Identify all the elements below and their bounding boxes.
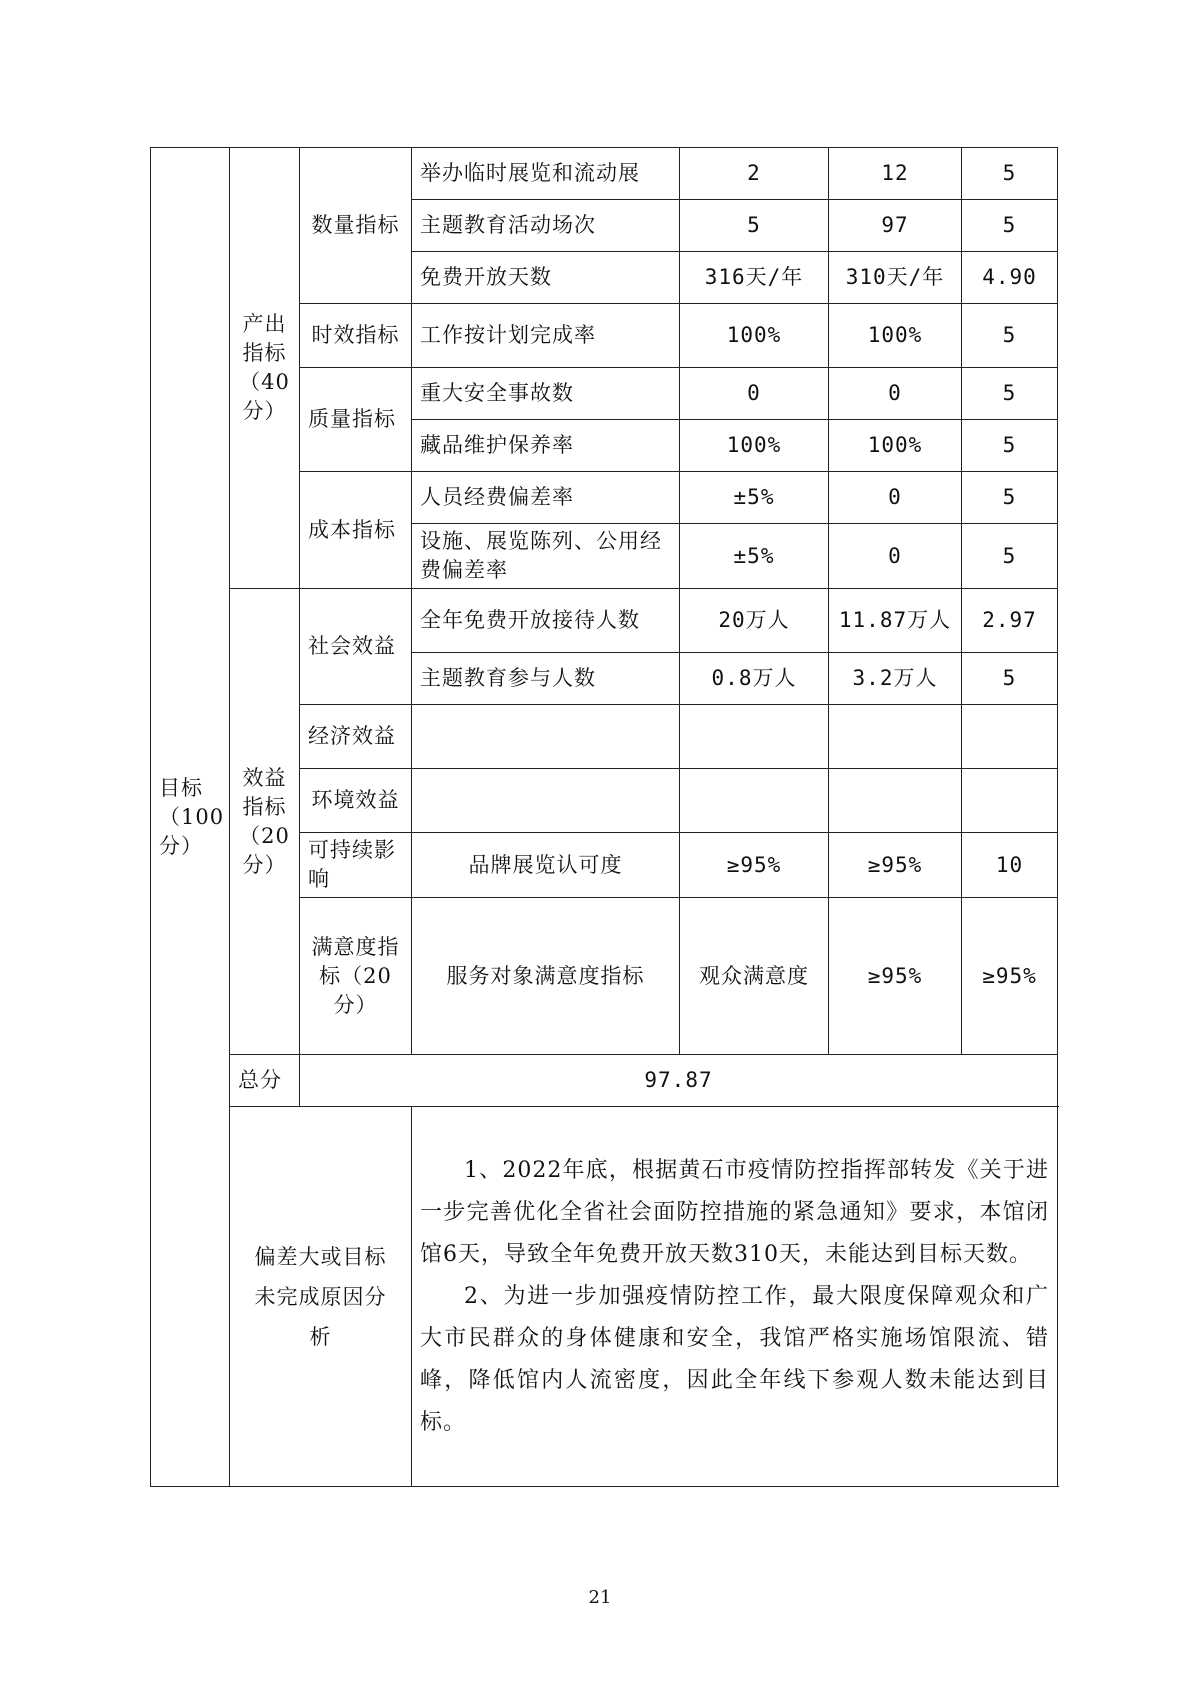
- table-row: [151, 1055, 1058, 1107]
- row-target: 100%: [680, 304, 829, 368]
- cost-indicator-label: 成本指标: [300, 472, 412, 589]
- row-target: 2: [680, 148, 829, 200]
- empty-cell: [680, 705, 829, 769]
- row-score: 5: [962, 148, 1058, 200]
- row-target: 100%: [680, 420, 829, 472]
- analysis-paragraph: 2、为进一步加强疫情防控工作，最大限度保障观众和广大市民群众的身体健康和安全，我馆严格实施场馆限流、错峰，降低馆内人流密度，因此全年线下参观人数未能达到目标。: [420, 1283, 1049, 1435]
- row-score: 5: [962, 420, 1058, 472]
- row-score: 5: [962, 368, 1058, 420]
- row-score: 5: [962, 472, 1058, 524]
- row-actual: 11.87万人: [829, 589, 962, 653]
- total-value: 97.87: [300, 1055, 1058, 1107]
- row-actual: 3.2万人: [829, 653, 962, 705]
- row-score: 5: [962, 653, 1058, 705]
- empty-cell: [412, 769, 680, 833]
- page-number: 21: [588, 1587, 612, 1608]
- row-target: 0: [680, 368, 829, 420]
- row-actual: ≥95%: [829, 833, 962, 898]
- service-satisfaction-label: 服务对象满意度指标: [412, 898, 680, 1055]
- row-actual: 100%: [829, 420, 962, 472]
- economic-benefit-label: 经济效益: [300, 705, 412, 769]
- row-actual: 100%: [829, 304, 962, 368]
- row-target: 0.8万人: [680, 653, 829, 705]
- performance-table: [150, 147, 1058, 1487]
- empty-cell: [680, 769, 829, 833]
- empty-cell: [962, 769, 1058, 833]
- timeliness-indicator-label: 时效指标: [300, 304, 412, 368]
- row-target: 316天/年: [680, 252, 829, 304]
- row-score: 5: [962, 524, 1058, 589]
- row-actual: ≥95%: [962, 898, 1058, 1055]
- row-name: 主题教育活动场次: [412, 200, 680, 252]
- analysis-paragraph: 1、2022年底，根据黄石市疫情防控指挥部转发《关于进一步完善优化全省社会面防控措施的紧急通知》要求，本馆闭馆6天，导致全年免费开放天数310天，未能达到目标天数。: [420, 1157, 1049, 1267]
- empty-cell: [829, 769, 962, 833]
- empty-cell: [412, 705, 680, 769]
- empty-cell: [829, 705, 962, 769]
- row-target: 20万人: [680, 589, 829, 653]
- row-actual: 0: [829, 472, 962, 524]
- row-actual: 12: [829, 148, 962, 200]
- analysis-content: [412, 1107, 1058, 1487]
- row-score: 4.90: [962, 252, 1058, 304]
- social-benefit-label: 社会效益: [300, 589, 412, 705]
- row-name: 免费开放天数: [412, 252, 680, 304]
- row-name: 藏品维护保养率: [412, 420, 680, 472]
- row-name: 人员经费偏差率: [412, 472, 680, 524]
- output-indicator-label: 产出指标（40分）: [230, 148, 300, 589]
- row-name: 重大安全事故数: [412, 368, 680, 420]
- table-row: [151, 148, 1058, 200]
- sustainable-impact-label: 可持续影响: [300, 833, 412, 898]
- row-name: 全年免费开放接待人数: [412, 589, 680, 653]
- row-name: 工作按计划完成率: [412, 304, 680, 368]
- row-target: ≥95%: [829, 898, 962, 1055]
- row-target: ≥95%: [680, 833, 829, 898]
- row-name: 品牌展览认可度: [412, 833, 680, 898]
- environment-benefit-label: 环境效益: [300, 769, 412, 833]
- row-score: 10: [962, 833, 1058, 898]
- row-target: ±5%: [680, 524, 829, 589]
- row-name: 设施、展览陈列、公用经费偏差率: [412, 524, 680, 589]
- benefit-indicator-label: 效益指标（20分）: [230, 589, 300, 1055]
- empty-cell: [962, 705, 1058, 769]
- quantity-indicator-label: 数量指标: [300, 148, 412, 304]
- row-score: 2.97: [962, 589, 1058, 653]
- row-score: 5: [962, 200, 1058, 252]
- row-target: ±5%: [680, 472, 829, 524]
- row-target: 5: [680, 200, 829, 252]
- row-name: 主题教育参与人数: [412, 653, 680, 705]
- row-actual: 97: [829, 200, 962, 252]
- row-actual: 0: [829, 524, 962, 589]
- row-actual: 0: [829, 368, 962, 420]
- goal-label: 目标（100分）: [151, 148, 230, 1487]
- table-row: [151, 1107, 1058, 1487]
- row-score: 5: [962, 304, 1058, 368]
- analysis-label: 偏差大或目标未完成原因分析: [230, 1107, 412, 1487]
- table-row: [151, 589, 1058, 653]
- row-actual: 310天/年: [829, 252, 962, 304]
- total-label: 总分: [230, 1055, 300, 1107]
- row-name: 观众满意度: [680, 898, 829, 1055]
- row-name: 举办临时展览和流动展: [412, 148, 680, 200]
- satisfaction-indicator-label: 满意度指标（20分）: [300, 898, 412, 1055]
- quality-indicator-label: 质量指标: [300, 368, 412, 472]
